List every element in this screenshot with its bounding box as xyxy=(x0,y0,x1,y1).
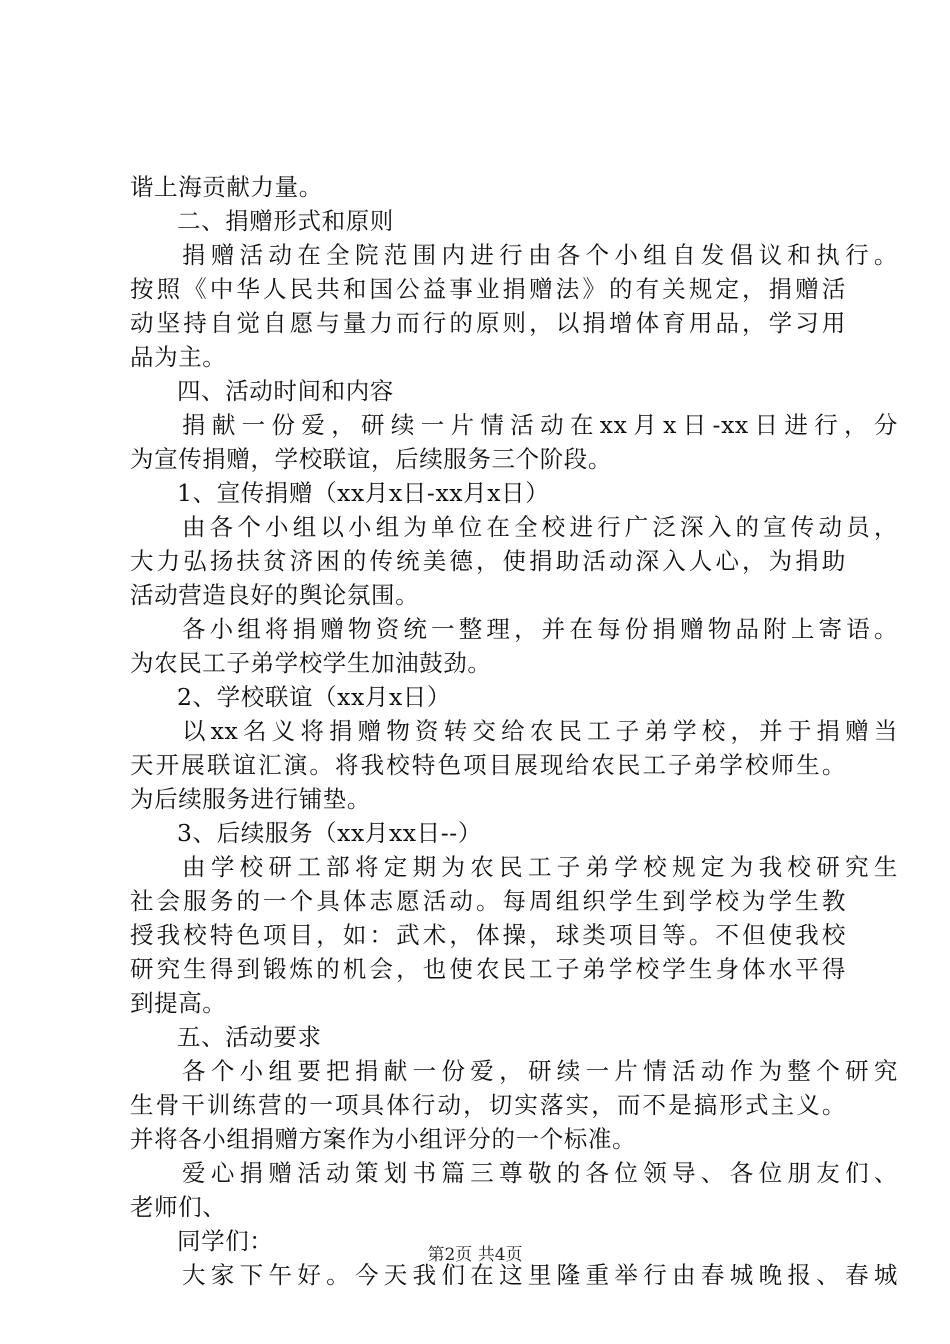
text-line: 谐上海贡献力量。 xyxy=(130,173,323,201)
text-line: 动坚持自觉自愿与量力而行的原则，以捐增体育用品，学习用 xyxy=(130,309,846,337)
text-line: 大家下午好。今天我们在这里隆重举行由春城晚报、春城 xyxy=(182,1261,898,1289)
page-number-footer: 第2页 共4页 xyxy=(427,1245,523,1265)
text-line: 为后续服务进行铺垫。 xyxy=(130,785,371,813)
subsection-heading: 2、学校联谊（xx月x日） xyxy=(177,683,452,711)
document-body xyxy=(130,170,898,1292)
text-line: 授我校特色项目，如：武术，体操，球类项目等。不但使我校 xyxy=(130,921,846,949)
text-line: 研究生得到锻炼的机会，也使农民工子弟学校学生身体水平得 xyxy=(130,955,846,983)
subsection-heading: 3、后续服务（xx月xx日--） xyxy=(177,819,482,847)
text-line: 大力弘扬扶贫济困的传统美德，使捐助活动深入人心，为捐助 xyxy=(130,547,846,575)
text-line: 以xx名义将捐赠物资转交给农民工子弟学校，并于捐赠当 xyxy=(182,717,898,745)
text-line: 并将各小组捐赠方案作为小组评分的一个标准。 xyxy=(130,1125,637,1153)
text-line: 各小组将捐赠物资统一整理，并在每份捐赠物品附上寄语。 xyxy=(182,615,898,643)
section-heading: 二、捐赠形式和原则 xyxy=(177,207,394,235)
text-line: 社会服务的一个具体志愿活动。每周组织学生到学校为学生教 xyxy=(130,887,846,915)
text-line: 品为主。 xyxy=(130,343,227,371)
text-line: 同学们： xyxy=(177,1227,274,1255)
text-line: 为宣传捐赠，学校联谊，后续服务三个阶段。 xyxy=(130,445,612,473)
text-line: 捐赠活动在全院范围内进行由各个小组自发倡议和执行。 xyxy=(182,241,898,269)
text-line: 由学校研工部将定期为农民工子弟学校规定为我校研究生 xyxy=(182,853,898,881)
text-line: 到提高。 xyxy=(130,989,227,1017)
text-line: 由各个小组以小组为单位在全校进行广泛深入的宣传动员， xyxy=(182,513,898,541)
text-line: 活动营造良好的舆论氛围。 xyxy=(130,581,420,609)
text-line: 按照《中华人民共和国公益事业捐赠法》的有关规定，捐赠活 xyxy=(130,275,846,303)
section-heading: 四、活动时间和内容 xyxy=(177,377,394,405)
section-heading: 五、活动要求 xyxy=(177,1023,322,1051)
text-line: 爱心捐赠活动策划书篇三尊敬的各位领导、各位朋友们、 xyxy=(182,1159,898,1187)
text-line: 天开展联谊汇演。将我校特色项目展现给农民工子弟学校师生。 xyxy=(130,751,846,779)
text-line: 为农民工子弟学校学生加油鼓劲。 xyxy=(130,649,492,677)
text-line: 各个小组要把捐献一份爱，研续一片情活动作为整个研究 xyxy=(182,1057,898,1085)
text-line: 老师们、 xyxy=(130,1193,227,1221)
text-line: 生骨干训练营的一项具体行动，切实落实，而不是搞形式主义。 xyxy=(130,1091,846,1119)
text-line: 捐献一份爱，研续一片情活动在xx月x日-xx日进行，分 xyxy=(182,411,898,439)
subsection-heading: 1、宣传捐赠（xx月x日-xx月x日） xyxy=(177,479,550,507)
